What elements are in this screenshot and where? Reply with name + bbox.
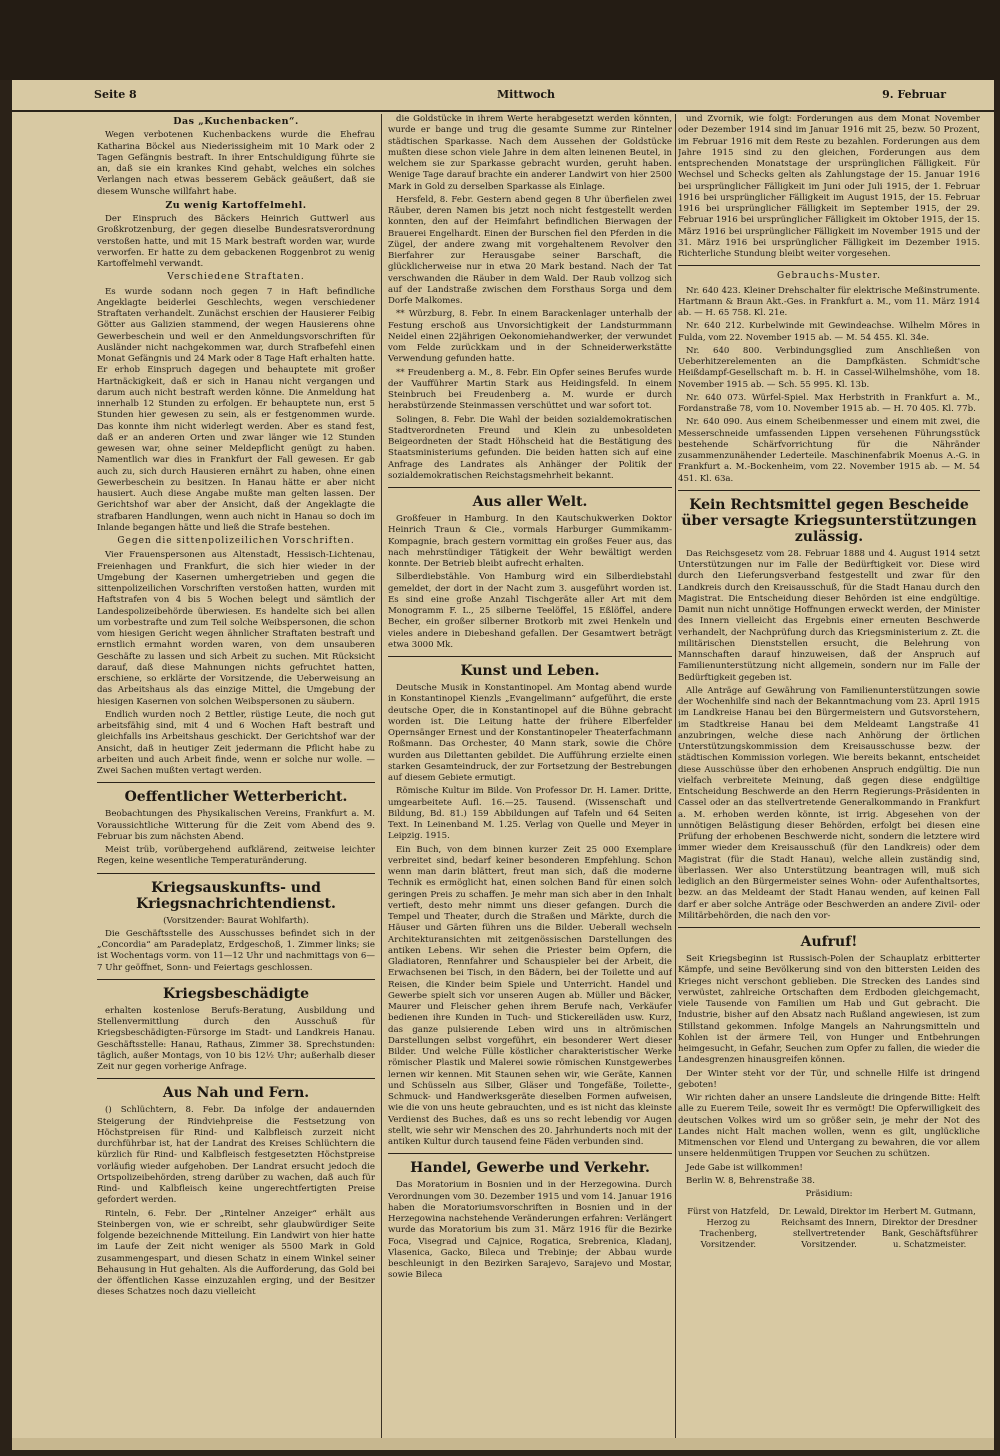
article-text: Silberdiebstähle. Von Hamburg wird ein Silberdiebstahl gemeldet, der dort in der Nacht zum 3. ausgeführt worden ist. Es sind eine große Anzahl Tischgeräte aller Art mit dem Monogramm F. L., 25 silberne Teelöffel, 15 Eßlöffel, andere Becher, ein großer silberner Brotkorb mit zwei Henkeln und vieles andere in Diebeshand gefallen. Der Gesamtwert beträgt etwa 3000 Mk.: [388, 572, 672, 650]
weekday: Mittwoch: [497, 88, 556, 101]
section-rule: [678, 927, 980, 928]
article-text: Solingen, 8. Febr. Die Wahl der beiden sozialdemokratischen Stadtverordneten Freund und Klein zu unbesoldeten Beigeordneten der Stadt Höhscheid hat die Bestätigung des Staatsministeriums gefunden. Die beiden hatten sich auf eine Anfrage des Landrates als Anhänger der Politik der sozialdemokratischen Reichstagsmehrheit bekannt.: [388, 414, 672, 481]
section-rule: [97, 1078, 375, 1079]
article-text: Seit Kriegsbeginn ist Russisch-Polen der Schauplatz erbitterter Kämpfe, und seine Bevölkerung sind von den bittersten Leiden des Krieges nicht verschont geblieben. Die Strecken des Landes sind verwüstet, zahlreiche Ortschaften dem Erdboden gleichgemacht, viele Tausende von Familien um Hab und Gut gebracht. Die Industrie, bisher auf den Absatz nach Rußland angewiesen, ist zum Stillstand gekommen. Infolge Mangels an Nahrungsmitteln und Kohlen ist der ärmere Teil, von Hunger und Entbehrungen heimgesucht, in Gefahr, Seuchen zum Opfer zu fallen, die wieder die Landesgrenzen hinausgreifen können.: [678, 954, 980, 1066]
article-text: ** Würzburg, 8. Febr. In einem Barackenlager unterhalb der Festung erschoß aus Unvorsichtigkeit der Landsturmmann Neidel einen 22jährigen Oekonomiehandwerker, der verwundet vom Felde zurückkam und in der Schneiderwerkstätte Verwendung gefunden hatte.: [388, 309, 672, 365]
article-heading: Verschiedene Straftaten.: [167, 272, 305, 283]
section-heading: Kunst und Leben.: [460, 663, 600, 679]
section-rule: [97, 979, 375, 980]
article-text: Alle Anträge auf Gewährung von Familienunterstützungen sowie der Wochenhilfe sind nach der Bekanntmachung vom 23. April 1915 im Landkreise Hanau bei den Bürgermeistern und Gutsvorstehern, im Stadtkreise Hanau bei dem Meldeamt Langstraße 41 anzubringen, welche diese nach Anhörung der örtlichen Unterstützungskommission dem Kreisausschusse bezw. der städtischen Kommission vorlegen. Wie bereits bekannt, entscheidet diese Ausschüsse über den erhobenen Anspruch endgültig. Die nun vielfach verbreitete Meinung, daß gegen diese endgültige Entscheidung Beschwerde an den Herrn Regierungs-Präsidenten in Cassel oder an das stellvertretende Generalkommando in Frankfurt a. M. erhoben werden könnte, ist irrig. Abgesehen von der unnötigen Belästigung dieser Behörden, erfolgt bei diesen eine Prüfung der erhobenen Beschwerde nicht, sondern die letztere wird immer wieder dem Kreisausschuß (für den Landkreis) oder dem Magistrat (für die Stadt Hanau), welche allein zuständig sind, überlassen. Wer also Unterstützung beantragen will, muß sich lediglich an den Bürgermeister seines Wohn- oder Aufenthaltsortes, bezw. an das Meldeamt der Stadt Hanau wenden, auf keinen Fall darf er aber solche Anträge oder Beschwerden an andere Zivil- oder Militärbehörden, die nach den vor-: [678, 685, 980, 921]
column-3: [678, 114, 980, 1440]
signatory: Dr. Lewald, Direktor im Reichsamt des Innern, stellvertretender Vorsitzender.: [778, 1206, 880, 1250]
column-2: [388, 114, 672, 1440]
section-rule: [388, 656, 672, 657]
section-heading: Gebrauchs-Muster.: [777, 271, 881, 282]
article-text: Wir richten daher an unsere Landsleute die dringende Bitte: Helft alle zu Euerem Teile, soweit Ihr es vermögt! Die Opferwilligkeit des deutschen Volkes wird um so größer sein, je mehr der Not des Landes nicht Halt machen wollen, wenn es gilt, unglückliche Mitmenschen vor Elend und Untergang zu bewahren, die vor allem unsere heldenmütigen Truppen vor Seuchen zu schützen.: [678, 1093, 980, 1160]
section-heading: Kriegsauskunfts- und Kriegsnachrichtendienst.: [136, 879, 336, 912]
article-text: Endlich wurden noch 2 Bettler, rüstige Leute, die noch gut arbeitsfähig sind, mit 4 und 6 Wochen Haft bestraft und gleichfalls ins Arbeitshaus geschickt. Der Gerichtshof war der Ansicht, daß in heutiger Zeit jedermann die Pflicht habe zu arbeiten und auch Arbeit finde, wenn er solche nur wolle. — Zwei Sachen mußten vertagt werden.: [97, 709, 375, 776]
section-heading: Oeffentlicher Wetterbericht.: [124, 789, 348, 806]
article-text: Rinteln, 6. Febr. Der „Rintelner Anzeiger“ erhält aus Steinbergen von, wie er schreibt, sehr glaubwürdiger Seite folgende bezeichnende Mitteilung. Ein Landwirt von hier hatte im Laufe der Zeit nicht weniger als 5500 Mark in Gold zusammengespart, und diesen Schatz in einem Winkel seiner Behausung in Hut gehalten. Als die Aufforderung, das Gold bei der öffentlichen Kasse einzuzahlen erging, und der Besitzer dieses Schatzes noch dazu vielleicht: [97, 1208, 375, 1298]
section-rule: [678, 490, 980, 491]
article-text: Meist trüb, vorübergehend aufklärend, zeitweise leichter Regen, keine wesentliche Temperaturänderung.: [97, 845, 375, 867]
page-number: Seite 8: [94, 88, 137, 101]
signatory: Herbert M. Gutmann, Direktor der Dresdner Bank, Geschäftsführer u. Schatzmeister.: [881, 1206, 978, 1250]
page-bottom-edge: [12, 1438, 994, 1450]
article-text: Nr. 640 212. Kurbelwinde mit Gewindeachse. Wilhelm Möres in Fulda, vom 22. November 1915 ab. — M. 54 455. Kl. 34e.: [678, 321, 980, 343]
issue-date: 9. Februar: [882, 88, 946, 101]
article-text: Nr. 640 090. Aus einem Scheibenmesser und einem mit zwei, die Messerschneide umfassenden Lippen versehenen Führungsstück bestehende Schärfvorrichtung für die Nähränder zusammenzunähender Lederteile. Maschinenfabrik Moenus A.-G. in Frankfurt a. M.-Bockenheim, vom 22. November 1915 ab. — M. 54 451. Kl. 63a.: [678, 417, 980, 484]
page-header: [12, 80, 994, 112]
column-rule: [675, 114, 676, 1440]
article-text: und Zvornik, wie folgt: Forderungen aus dem Monat November oder Dezember 1914 sind im Januar 1916 mit 25, bezw. 50 Prozent, im Februar 1916 mit dem Reste zu bezahlen. Forderungen aus dem Jahre 1915 sind zu den gleichen, Forderungen aus dem entsprechenden Monatstage der ursprünglichen Fälligkeit. Für Wechsel und Schecks gelten als Zahlungstage der 15. Januar 1916 bei ursprünglicher Fälligkeit im Juni oder Juli 1915, der 1. Februar 1916 bei ursprünglicher Fälligkeit im August 1915, der 15. Februar 1916 bei ursprünglicher Fälligkeit im September 1915, der 29. Februar 1916 bei ursprünglicher Fälligkeit im Oktober 1915, der 15. März 1916 bei ursprünglicher Fälligkeit im November 1915 und der 31. März 1916 bei ursprünglicher Fälligkeit im Dezember 1915. Richterliche Stundung bleibt weiter vorgesehen.: [678, 114, 980, 259]
column-rule: [381, 114, 382, 1440]
article-text: Berlin W. 8, Behrenstraße 38.: [686, 1175, 815, 1186]
article-text: Nr. 640 423. Kleiner Drehschalter für elektrische Meßinstrumente. Hartmann & Braun Akt.-Ges. in Frankfurt a. M., vom 11. März 1914 ab. — H. 65 758. Kl. 21e.: [678, 285, 980, 318]
section-heading: Kein Rechtsmittel gegen Bescheide über versagte Kriegsunterstützungen zulässig.: [681, 496, 977, 545]
article-text: Deutsche Musik in Konstantinopel. Am Montag abend wurde in Konstantinopel Kienzls „Evangelimann“ aufgeführt, die erste deutsche Oper, die in Konstantinopel auf die Bühne gebracht worden ist. Die Leitung hatte der frühere Elberfelder Opernsänger Ernest und der Konstantinopeler Theaterfachmann Roßmann. Das Orchester, 40 Mann stark, sowie die Chöre wurden aus Dilettanten gebildet. Die Aufführung erzielte einen starken Gesamteindruck, der zur Fortsetzung der Bestrebungen auf diesem Gebiete ermutigt.: [388, 683, 672, 783]
section-rule: [678, 265, 980, 266]
section-heading: Kriegsbeschädigte: [162, 985, 310, 1002]
article-text: () Schlüchtern, 8. Febr. Da infolge der andauernden Steigerung der Rindviehpreise die Festsetzung von Höchstpreisen für Rind- und Kalbfleisch zurzeit nicht durchführbar ist, hat der Landrat des Kreises Schlüchtern die kürzlich für Rind- und Kalbfleisch festgesetzten Höchstpreise vorläufig wieder aufgehoben. Der Landrat ersucht jedoch die Ortspolizeibehörden, streng darüber zu wachen, daß auch für Rind- und Kalbfleisch keine ungerechtfertigten Preise gefordert werden.: [97, 1105, 375, 1206]
article-text: Es wurde sodann noch gegen 7 in Haft befindliche Angeklagte beiderlei Geschlechts, wegen verschiedener Straftaten verhandelt. Zunächst erschien der Hausierer Feibig Götter aus Galizien stammend, der wegen Hausierens ohne Gewerbeschein und weil er den Anmeldungsvorschriften für Ausländer nicht nachgekommen war, durch Strafbefehl einen Monat Gefängnis und 24 Mark oder 8 Tage Haft erhalten hatte. Er erhob Einspruch dagegen und behauptete mit großer Hartnäckigkeit, daß er sich in Hanau nicht vergangen und darum auch nicht bestraft werden könne. Die Anmeldung hat innerhalb 12 Stunden zu erfolgen. Er behauptete nun, erst 5 Stunden hier gewesen zu sein, als er festgenommen wurde. Das konnte ihm nicht widerlegt werden. Aber es stand fest, daß er an anderen Orten und zwar länger wie 12 Stunden gewesen war, ohne seiner Meldepflicht genügt zu haben. Namentlich war dies in Frankfurt der Fall gewesen. Er gab auch zu, sich durch Hausieren ernährt zu haben, ohne einen Gewerbeschein zu besitzen. In Hanau hätte er aber nicht hausiert. Auch diese Angabe mußte man gelten lassen. Der Gerichtshof war aber der Ansicht, daß der Angeklagte die strafbaren Handlungen, wenn auch nicht in Hanau so doch im Inlande begangen hätte und ließ die Strafe bestehen.: [97, 286, 375, 533]
article-heading: Das „Kuchenbacken“.: [173, 116, 299, 127]
section-subtitle: (Vorsitzender: Baurat Wohlfarth).: [163, 915, 309, 926]
article-heading: Gegen die sittenpolizeilichen Vorschriften.: [117, 536, 355, 546]
section-heading: Handel, Gewerbe und Verkehr.: [410, 1160, 650, 1177]
article-text: Hersfeld, 8. Febr. Gestern abend gegen 8 Uhr überfielen zwei Räuber, deren Namen bis jetzt noch nicht festgestellt werden konnten, den auf der Heimfahrt befindlichen Bierwagen der Brauerei Engelhardt. Einen der Burschen fiel den Pferden in die Zügel, der andere zwang mit vorgehaltenem Revolver den Bierfahrer zur Herausgabe seiner Barschaft, die glücklicherweise nur in etwa 20 Mark bestand. Nach der Tat verschwanden die Räuber in dem Wald. Der Raub vollzog sich auf der Landstraße zwischen dem Forsthaus Sorga und dem Dorfe Malkomes.: [388, 194, 672, 306]
article-text: Jede Gabe ist willkommen!: [686, 1162, 803, 1173]
presidium-label: Präsidium:: [805, 1189, 853, 1199]
newspaper-page: [12, 80, 994, 1450]
article-text: die Goldstücke in ihrem Werte herabgesetzt werden könnten, wurde er bange und trug die gesamte Summe zur Rintelner städtischen Sparkasse. Nach dem Aussehen der Goldstücke mußten diese schon viele Jahre in dem alten leinenen Beutel, in welchem sie zur Sparkasse gebracht wurden, geruht haben. Wenige Tage darauf brachte ein anderer Landwirt von hier 2500 Mark in Gold zu derselben Sparkasse als Einlage.: [388, 114, 672, 192]
article-text: erhalten kostenlose Berufs-Beratung, Ausbildung und Stellenvermittlung durch den Ausschuß für Kriegsbeschädigten-Fürsorge im Stadt- und Landkreis Hanau. Geschäftsstelle: Hanau, Rathaus, Zimmer 38. Sprechstunden: täglich, außer Montags, von 10 bis 12½ Uhr; außerhalb dieser Zeit nur gegen vorherige Anfrage.: [97, 1005, 375, 1072]
article-text: Der Einspruch des Bäckers Heinrich Guttwerl aus Großkrotzenburg, der gegen dieselbe Bundesratsverordnung verstoßen hatte, und mit 15 Mark bestraft worden war, wurde verworfen. Er hatte zu dem gebackenen Roggenbrot zu wenig Kartoffelmehl verwandt.: [97, 214, 375, 269]
article-text: Die Geschäftsstelle des Ausschusses befindet sich in der „Concordia“ am Paradeplatz, Erdgeschoß, 1. Zimmer links; sie ist Wochentags vorm. von 11—12 Uhr und nachmittags von 6—7 Uhr geöffnet, Sonn- und Feiertags geschlossen.: [97, 928, 375, 973]
article-text: Wegen verbotenen Kuchenbackens wurde die Ehefrau Katharina Böckel aus Niederissigheim mit 10 Mark oder 2 Tagen Gefängnis bestraft. In ihrer Entschuldigung führte sie an, daß sie ein krankes Kind gehabt, welches ein solches Verlangen nach etwas besserem Gebäck geäußert, daß sie diesem Wunsche willfahrt habe.: [97, 130, 375, 197]
section-heading: Aus aller Welt.: [472, 494, 588, 510]
article-text: Römische Kultur im Bilde. Von Professor Dr. H. Lamer. Dritte, umgearbeitete Aufl. 16.—25. Tausend. (Wissenschaft und Bildung, Bd. 81.) 159 Abbildungen auf Tafeln und 64 Seiten Text. In Leinenband M. 1.25. Verlag von Quelle und Meyer in Leipzig. 1915.: [388, 786, 672, 842]
section-heading: Aus Nah und Fern.: [162, 1085, 310, 1102]
article-text: Das Moratorium in Bosnien und in der Herzegowina. Durch Verordnungen vom 30. Dezember 1915 und vom 14. Januar 1916 haben die Moratoriumsvorschriften in Bosnien und in der Herzegowina nachstehende Veränderungen erfahren: Verlängert wurde das Moratorium bis zum 31. März 1916 für die Bezirke Foca, Visegrad und Cajnice, Rogatica, Srebrenica, Kladanj, Vlasenica, Gacko, Bileca und Trebinje; der Abbau wurde beschleunigt in den Bezirken Sarajevo, Sarajevo und Mostar, sowie Bileca: [388, 1180, 672, 1281]
section-rule: [97, 873, 375, 874]
article-text: Großfeuer in Hamburg. In den Kautschukwerken Doktor Heinrich Traun & Cie., vormals Harburger Gummikamm-Kompagnie, brach gestern vormittag ein großes Feuer aus, das nach mehrstündiger Tätigkeit der Wehr bewältigt werden konnte. Der Betrieb bleibt aufrecht erhalten.: [388, 514, 672, 569]
article-text: Nr. 640 073. Würfel-Spiel. Max Herbstrith in Frankfurt a. M., Fordanstraße 78, vom 10. November 1915 ab. — H. 70 405. Kl. 77b.: [678, 392, 980, 414]
article-text: Nr. 640 800. Verbindungsglied zum Anschließen von Ueberhitzerelementen an die Dampfkästen. Schmidt'sche Heißdampf-Gesellschaft m. b. H. in Cassel-Wilhelmshöhe, vom 18. November 1915 ab. — Sch. 55 995. Kl. 13b.: [678, 345, 980, 390]
article-text: Ein Buch, von dem binnen kurzer Zeit 25 000 Exemplare verbreitet sind, bedarf keiner besonderen Empfehlung. Schon wenn man darin blättert, freut man sich, daß die moderne Technik es ermöglicht hat, einen solchen Band für einen solch geringen Preis zu schaffen. Je mehr man sich aber in den Inhalt vertieft, desto mehr nimmt uns dieser gefangen. Durch die Tempel und Theater, durch die Straßen und Märkte, durch die Häuser und Gärten führen uns die Bilder. Ueberall wechseln Architekturansichten mit zeitgenössischen Darstellungen des antiken Lebens. Wir sehen die Priester beim Opfern, die Gladiatoren, Rennfahrer und Schauspieler bei der Arbeit, die Erwachsenen bei Tisch, in den Bädern, bei der Toilette und auf Reisen, die Kinder beim Spiele und Unterricht. Handel und Gewerbe spielt sich vor unseren Augen ab. Müller und Bäcker, Maurer und Fleischer gehen ihrem Berufe nach, Verkäufer bedienen ihre Kunden in Tuch- und Stickereiläden usw. Kurz, das ganze pulsierende Leben wird uns in altrömischen Darstellungen selbst vorgeführt, ein besonderer Wert dieser Bilder. Und welche Fülle köstlicher charakteristischer Werke römischer Plastik und Malerei sowie römischen Kunstgewerbes lernen wir kennen. Mit Staunen sehen wir, wie Geräte, Kannen und Schüsseln aus Silber, Gläser und Tongefäße, Toilette-, Schmuck- und Handwerksgeräte dieselben Formen aufweisen, wie die von uns heute gebrauchten, und es ist nicht das kleinste Verdienst des Buches, daß es uns so recht lebendig vor Augen stellt, wie sehr wir Menschen des 20. Jahrhunderts noch mit der antiken Kultur durch tausend feine Fäden verbunden sind.: [388, 844, 672, 1147]
article-text: Beobachtungen des Physikalischen Vereins, Frankfurt a. M. Voraussichtliche Witterung für die Zeit vom Abend des 9. Februar bis zum nächsten Abend.: [97, 809, 375, 842]
section-heading: Aufruf!: [800, 934, 858, 950]
article-text: Vier Frauenspersonen aus Altenstadt, Hessisch-Lichtenau, Freienhagen und Frankfurt, die sich hier wieder in der Umgebung der Kasernen umhergetrieben und gegen die sittenpolizeilichen Vorschriften verstoßen hatten, wurden mit Haftstrafen von 4 bis 5 Wochen belegt und sämtlich der Landespolizeibehörde überwiesen. Es handelte sich bei allen um vorbestrafte und zum Teil solche Weibspersonen, die schon vom hiesigen Gericht wegen ähnlicher Straftaten bestraft und ernstlich ermahnt worden waren, von dem unsauberen Geschäfte zu lassen und sich Arbeit zu suchen. Mit Rücksicht darauf, daß diese Mahnungen nichts gefruchtet hatten, erschiene, so erklärte der Vorsitzende, die Ueberweisung an das Arbeitshaus als das einzige Mittel, die Umgebung der hiesigen Kasernen von solchen Weibspersonen zu säubern.: [97, 550, 375, 707]
article-text: ** Freudenberg a. M., 8. Febr. Ein Opfer seines Berufes wurde der Vaufführer Martin Stark aus Heidingsfeld. In einem Steinbruch bei Freudenberg a. M. wurde er durch herabstürzende Steinmassen verschüttet und war sofort tot.: [388, 367, 672, 412]
article-text: Das Reichsgesetz vom 28. Februar 1888 und 4. August 1914 setzt Unterstützungen nur im Falle der Bedürftigkeit vor. Diese wird durch den Lieferungsverband festgestellt und zwar für den Landkreis durch den Kreisausschuß, für die Stadt Hanau durch den Magistrat. Die Entscheidung dieser Behörden ist eine endgültige. Damit nun nicht unnötige Hoffnungen erweckt werden, der Minister des Innern vielleicht das Ergebnis einer erneuten Beschwerde verhandelt, der Nachprüfung durch das Kriegsministerium z. Zt. die militärischen Dienststellen ersucht, die Belehrung von Mannschaften darauf hinzuweisen, daß der Anspruch auf Familienunterstützung nicht allgemein, sondern nur im Falle der Bedürftigkeit gegeben ist.: [678, 548, 980, 683]
section-rule: [388, 487, 672, 488]
scan-background: [0, 0, 1000, 80]
section-rule: [97, 782, 375, 783]
column-1: [97, 114, 375, 1440]
signatory: Fürst von Hatzfeld, Herzog zu Trachenberg, Vorsitzender.: [687, 1206, 770, 1250]
section-rule: [388, 1153, 672, 1154]
signatories: [678, 1206, 980, 1250]
article-text: Der Winter steht vor der Tür, und schnelle Hilfe ist dringend geboten!: [678, 1068, 980, 1090]
article-heading: Zu wenig Kartoffelmehl.: [165, 199, 307, 211]
